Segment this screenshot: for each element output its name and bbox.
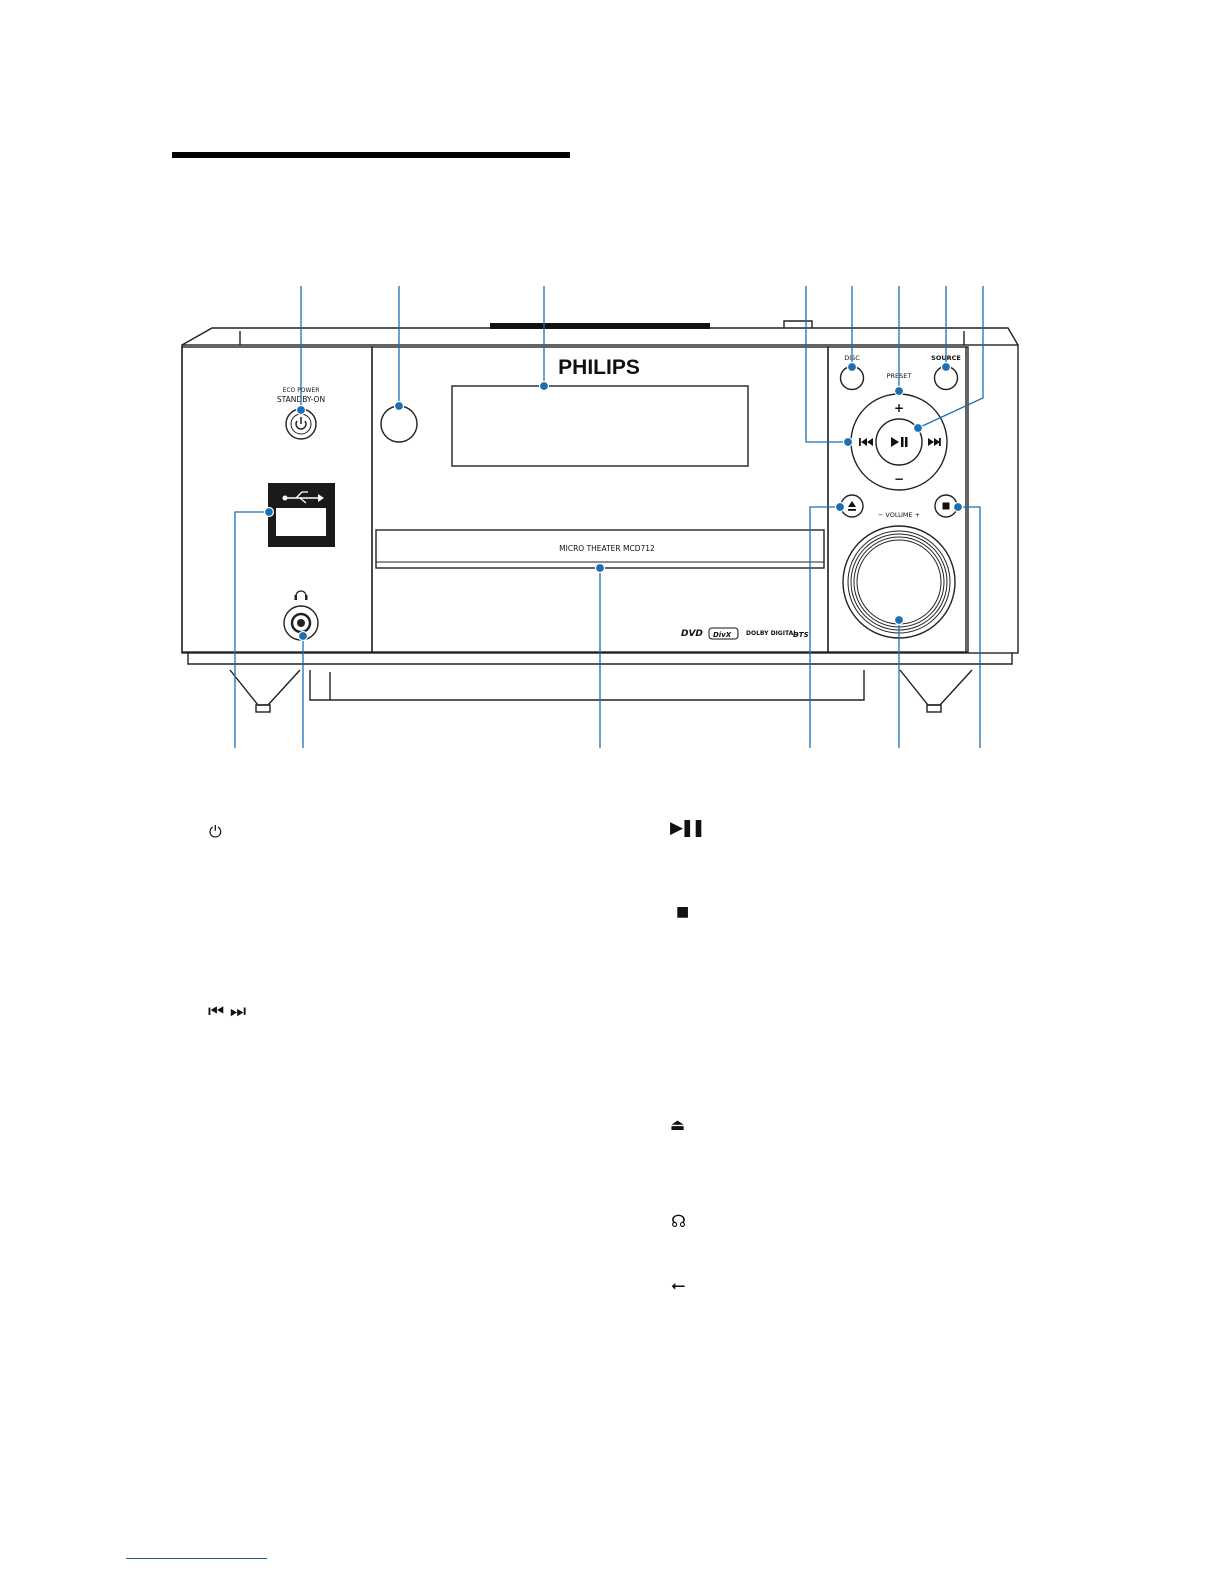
preset-plus: +	[893, 401, 905, 415]
volume-label: − VOLUME +	[877, 511, 921, 519]
headphone-icon: ☊	[671, 1212, 687, 1232]
ir-sensor	[381, 406, 417, 442]
disc-label: DISC	[844, 354, 860, 362]
format-logos	[681, 628, 809, 639]
preset-label: PRESET	[886, 372, 912, 380]
usb-port[interactable]	[268, 483, 335, 547]
model-label: MICRO THEATER MCD712	[559, 544, 655, 553]
source-label: SOURCE	[931, 354, 961, 362]
logo-dolby: DOLBY DIGITAL	[746, 630, 798, 637]
eco-power-label: ECO POWER	[282, 387, 320, 394]
footer-rule	[126, 1558, 267, 1559]
device-front-panel-diagram	[0, 270, 1224, 760]
top-slot	[490, 323, 710, 329]
brand-logo: PHILIPS	[558, 356, 640, 379]
power-icon: ⏻	[209, 822, 222, 841]
right-foot	[900, 670, 972, 705]
section-heading-rule	[172, 152, 570, 158]
logo-dvd: DVD	[681, 629, 703, 639]
device-top-lid	[182, 328, 1018, 345]
logo-divx: DivX	[713, 631, 732, 639]
stop-icon: ■	[676, 904, 690, 920]
play-pause-icon: ▶❚❚	[670, 818, 703, 838]
logo-dts: DTS	[793, 631, 809, 639]
standby-label: STANDBY-ON	[276, 395, 326, 404]
prev-next-icon: ⏮ ⏭	[208, 1001, 247, 1022]
usb-icon: ⭠	[671, 1275, 686, 1296]
left-foot	[230, 670, 300, 705]
preset-minus: −	[893, 472, 905, 486]
display-window	[452, 386, 748, 466]
eject-icon: ⏏	[670, 1115, 686, 1134]
